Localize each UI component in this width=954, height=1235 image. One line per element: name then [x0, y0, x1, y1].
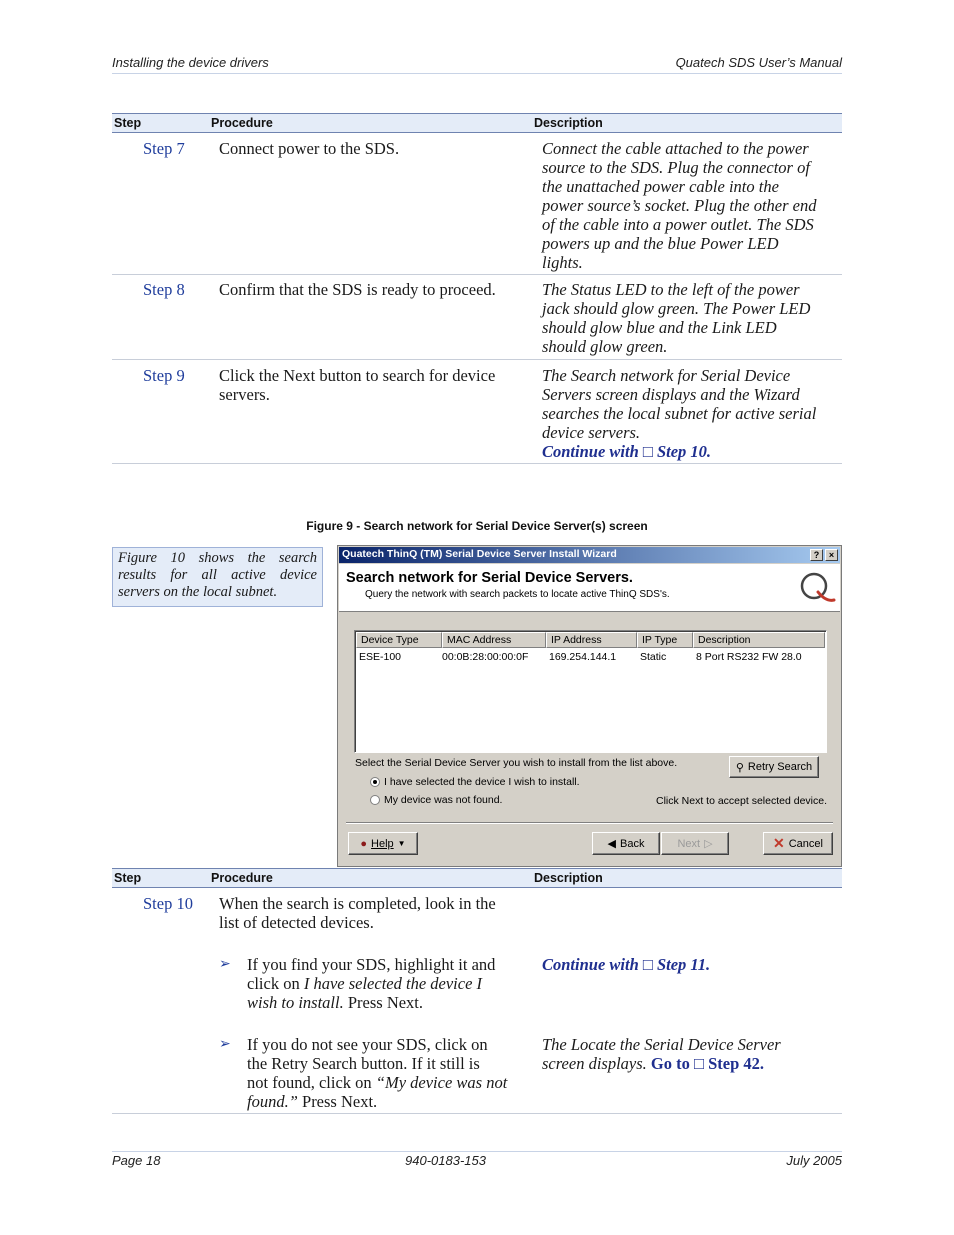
publication-date: July 2005 [786, 1153, 842, 1168]
procedure-text: Confirm that the SDS is ready to proceed. [219, 280, 496, 299]
dialog-separator [346, 822, 833, 824]
step-label: Step 7 [143, 139, 185, 158]
column-device-type[interactable]: Device Type [356, 632, 442, 648]
retry-search-label: Retry Search [747, 761, 813, 773]
document-number: 940-0183-153 [405, 1153, 486, 1168]
device-description: 8 Port RS232 FW 28.0 [696, 651, 802, 663]
step-label: Step 9 [143, 366, 185, 385]
header-section-title: Installing the device drivers [112, 55, 269, 70]
description-text: The Search network for Serial Device Servers screen displays and the Wizard searches the local subnet for active serial device servers. Continue with □ Step 10. [542, 366, 817, 461]
help-button[interactable]: ● Help ▼ [348, 832, 418, 855]
dialog-title-bar [339, 547, 840, 563]
column-procedure: Procedure [211, 871, 273, 885]
back-arrow-icon: ◀ [607, 838, 616, 850]
search-icon: ⚲ [735, 761, 744, 774]
continue-link-step-11[interactable]: Continue with □ Step 11. [542, 955, 711, 974]
radio-device-selected-label[interactable]: I have selected the device I wish to install. [384, 776, 580, 788]
dialog-title: Quatech ThinQ (TM) Serial Device Server Install Wizard [342, 548, 617, 560]
select-prompt: Select the Serial Device Server you wish to install from the list above. [355, 757, 678, 769]
next-arrow-icon: ▷ [704, 838, 713, 850]
column-description[interactable]: Description [693, 632, 825, 648]
quatech-q-logo-icon [796, 568, 836, 608]
device-type: ESE-100 [359, 651, 402, 663]
dialog-heading: Search network for Serial Device Servers. [346, 570, 633, 586]
radio-device-selected[interactable] [370, 777, 380, 787]
device-ip: 169.254.144.1 [549, 651, 617, 663]
next-button[interactable]: Next ▷ [661, 832, 729, 855]
page-number: Page 18 [112, 1153, 161, 1168]
column-description: Description [534, 871, 603, 885]
dialog-subheading: Query the network with search packets to locate active ThinQ SDS's. [365, 589, 670, 600]
description-text: The Status LED to the left of the power jack should glow green. The Power LED should glow blue and the Link LED should glow green. [542, 280, 811, 356]
bullet-not-found-text: If you do not see your SDS, click on the Retry Search button. If it still is not found, click on “My device was not found.” Press Next. [247, 1035, 508, 1111]
running-footer [112, 1151, 842, 1171]
column-ip-address[interactable]: IP Address [546, 632, 637, 648]
description-text: Connect the cable attached to the power source to the SDS. Plug the connector of the unattached power cable into the power source’s socket. Plug the other end of the cable into a power outlet. The SDS powers up and the blue Power LED lights. [542, 139, 817, 272]
device-list[interactable] [354, 630, 827, 753]
table-row [112, 888, 842, 1114]
device-mac: 00:0B:28:00:00:0F [442, 651, 529, 663]
cancel-x-icon: ✕ [773, 835, 785, 851]
chevron-down-icon: ▼ [397, 839, 406, 848]
description-text: The Locate the Serial Device Server screen displays. Go to □ Step 42. [542, 1035, 781, 1073]
next-hint: Click Next to accept selected device. [656, 795, 827, 807]
running-header [112, 54, 842, 74]
table-row [112, 275, 842, 360]
install-wizard-dialog [337, 545, 842, 867]
bullet-arrow-icon: ➢ [219, 1036, 231, 1052]
help-icon: ● [360, 837, 368, 850]
step-label: Step 8 [143, 280, 185, 299]
procedure-text: Click the Next button to search for device servers. [219, 366, 496, 404]
continue-link-step-10[interactable]: Continue with □ Step 10. [542, 442, 712, 461]
back-button[interactable]: ◀ Back [592, 832, 660, 855]
step-label: Step 10 [143, 894, 193, 913]
radio-device-not-found-label[interactable]: My device was not found. [384, 794, 503, 806]
column-procedure: Procedure [211, 116, 273, 130]
procedure-table-header [112, 113, 842, 133]
column-ip-type[interactable]: IP Type [637, 632, 693, 648]
table-row [112, 133, 842, 275]
procedure-text: Connect power to the SDS. [219, 139, 400, 158]
side-note: Figure 10 shows the search results for all active device servers on the local subnet. [112, 547, 323, 607]
header-manual-title: Quatech SDS User’s Manual [675, 55, 842, 70]
table-row [112, 360, 842, 464]
radio-device-not-found[interactable] [370, 795, 380, 805]
goto-link-step-42[interactable]: Go to □ Step 42. [650, 1054, 765, 1073]
device-ip-type: Static [640, 651, 667, 663]
dialog-banner [339, 564, 840, 612]
column-step: Step [114, 116, 142, 130]
retry-search-button[interactable] [729, 756, 819, 778]
bullet-found-text: If you find your SDS, highlight it and click on I have selected the device I wish to install. Press Next. [247, 955, 496, 1012]
column-step: Step [114, 871, 142, 885]
bullet-arrow-icon: ➢ [219, 956, 231, 972]
figure-caption: Figure 9 - Search network for Serial Device Server(s) screen [306, 519, 648, 533]
column-description: Description [534, 116, 603, 130]
procedure-text: When the search is completed, look in the list of detected devices. [219, 894, 496, 932]
cancel-button[interactable]: ✕ Cancel [763, 832, 833, 855]
procedure-table-header [112, 868, 842, 888]
column-mac-address[interactable]: MAC Address [442, 632, 546, 648]
close-button[interactable]: × [825, 549, 838, 561]
help-question-button[interactable]: ? [810, 549, 823, 561]
